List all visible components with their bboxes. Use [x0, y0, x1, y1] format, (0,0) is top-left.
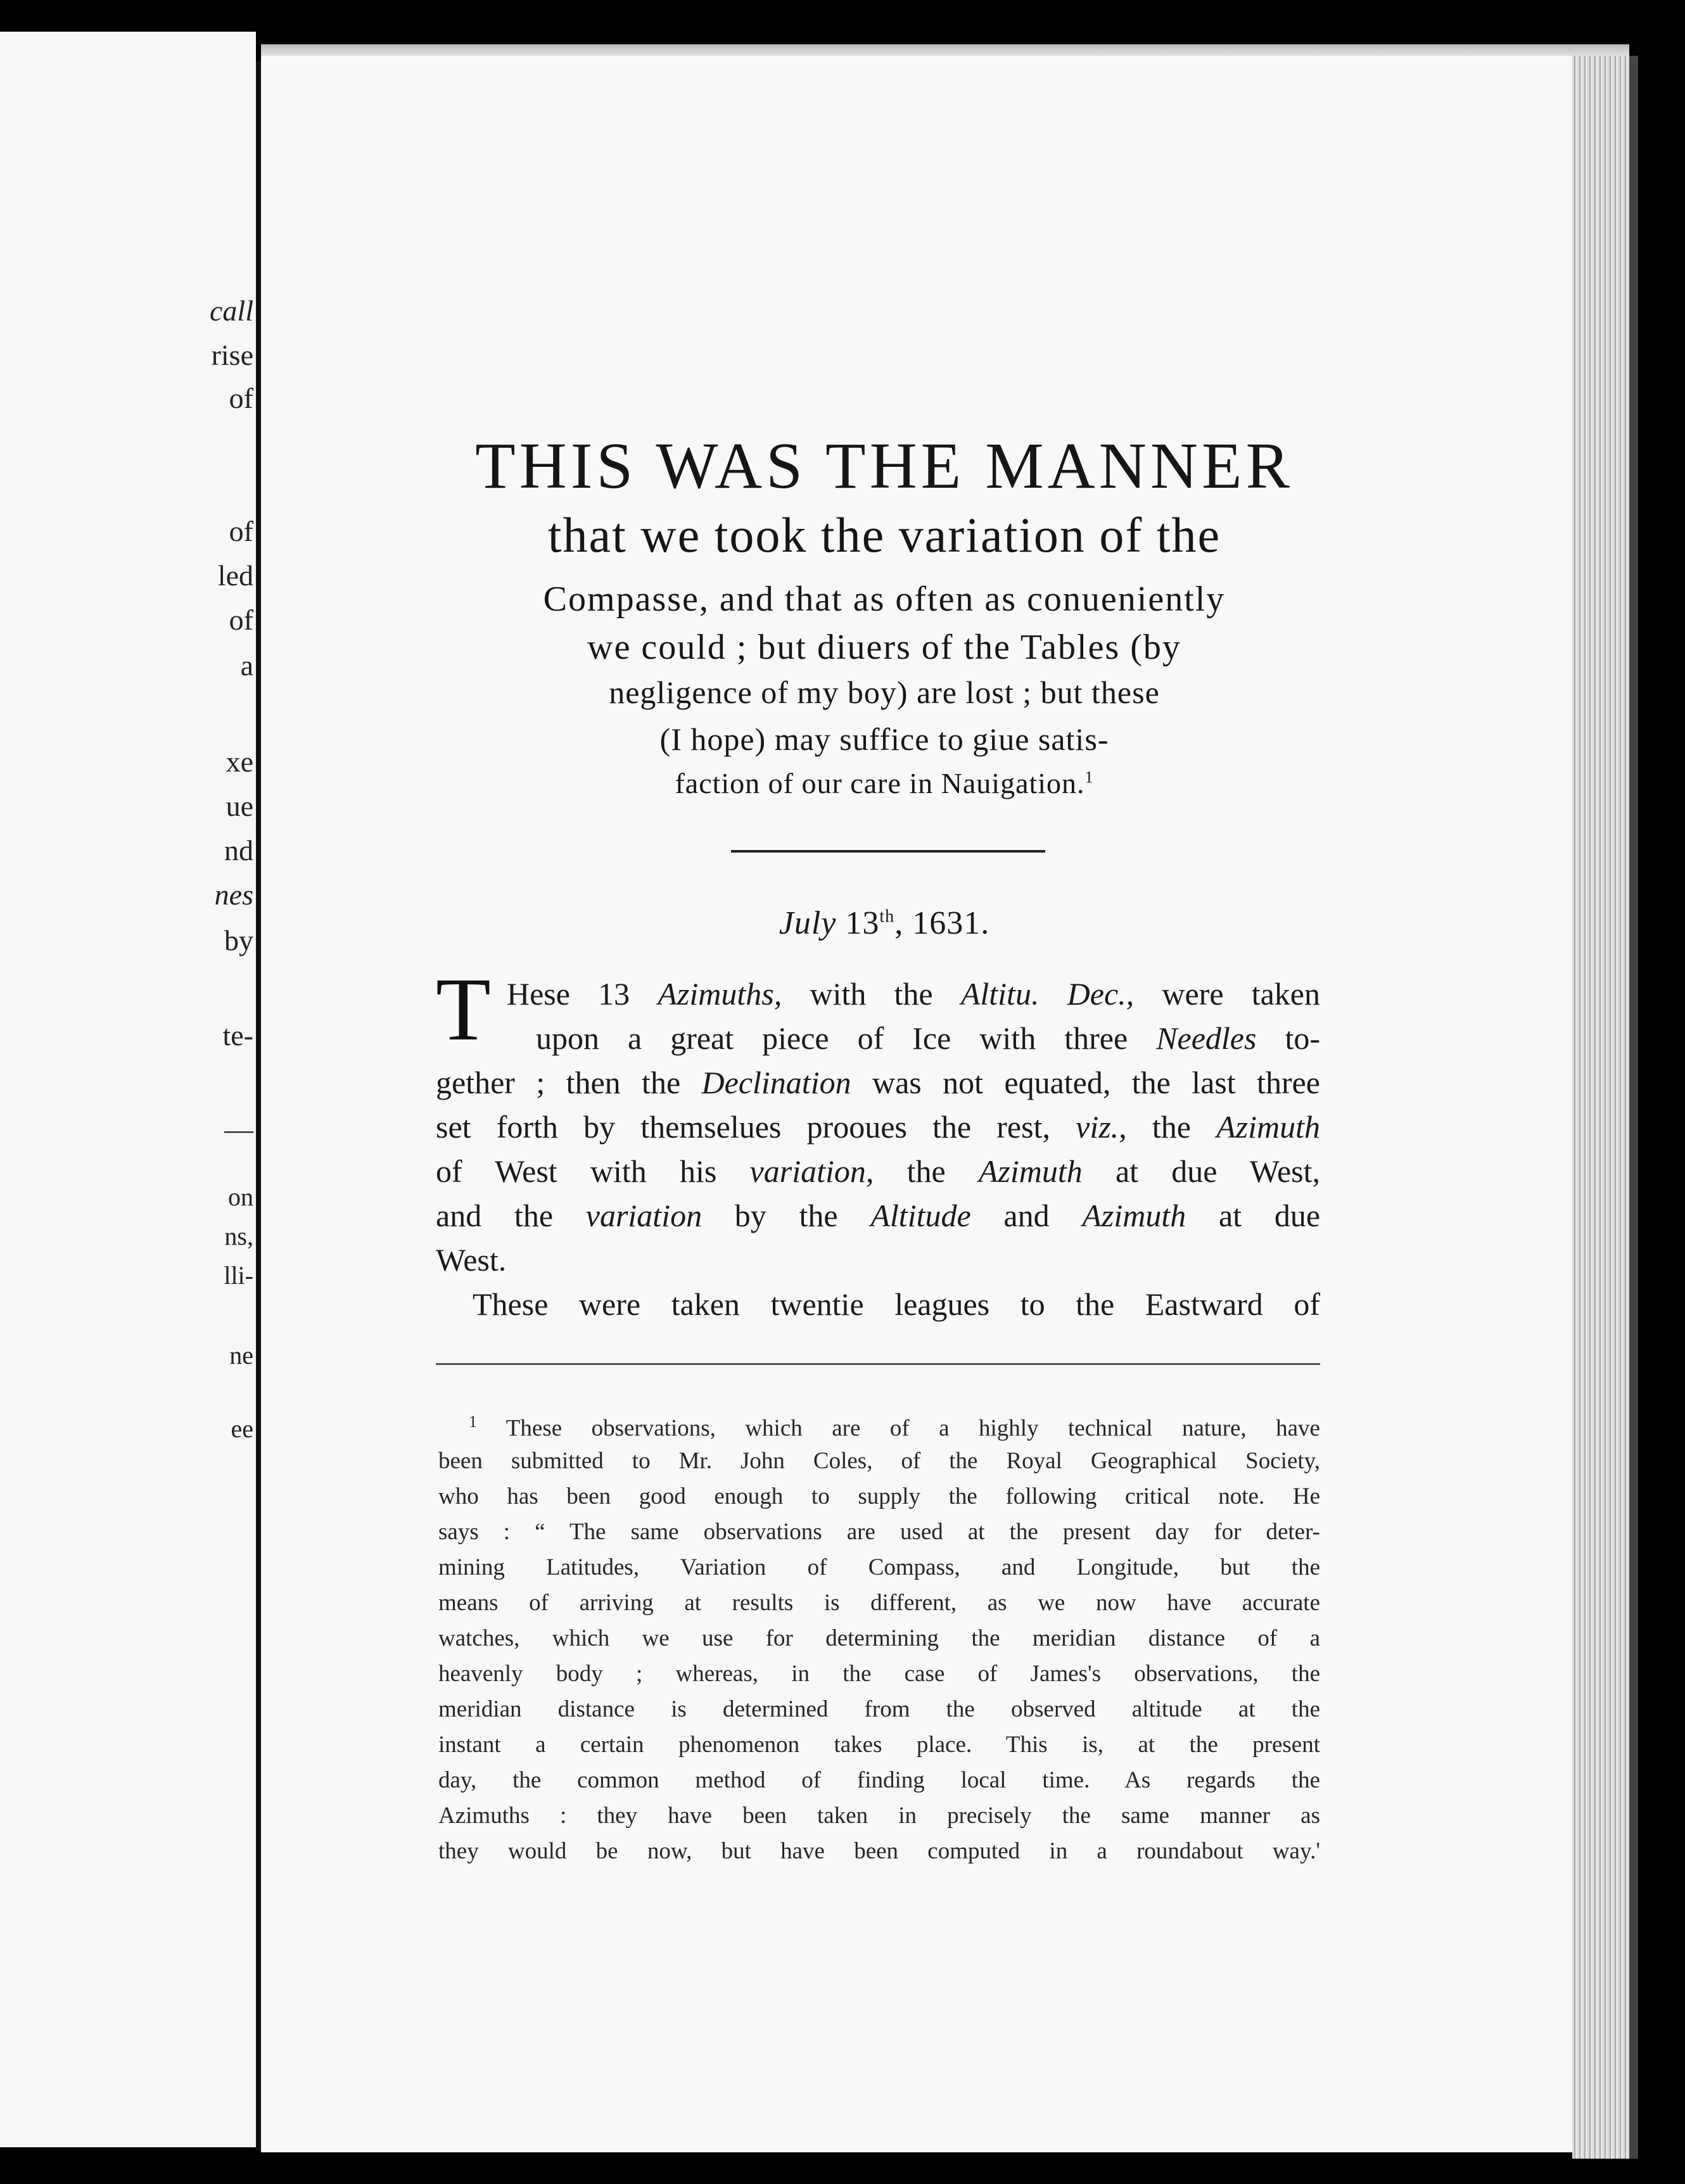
left-fragment: te-: [222, 1019, 253, 1051]
left-fragment: of: [229, 515, 253, 547]
footnote-line: mining Latitudes, Variation of Compass, and Longitude, but the: [438, 1554, 1320, 1580]
left-fragment: ue: [226, 790, 253, 822]
heading-line-text: faction of our care in Nauigation.: [675, 767, 1085, 799]
entry-date: [436, 907, 1333, 940]
footnote-line: been submitted to Mr. John Coles, of the Royal Geographical Society,: [438, 1448, 1320, 1474]
left-fragment: of: [229, 604, 253, 636]
heading-line: that we took the variation of the: [547, 507, 1221, 562]
footnote-line: who has been good enough to supply the following critical note. He: [438, 1483, 1320, 1509]
footnote-line: says : “ The same observations are used at the present day for deter-: [438, 1519, 1320, 1545]
left-fragment: a: [240, 649, 253, 682]
footnote-line: they would be now, but have been computed in a roundabout way.': [438, 1838, 1320, 1864]
heading-line: [436, 769, 1333, 798]
left-fragment: on: [228, 1183, 253, 1211]
section-rule: [731, 850, 1045, 853]
body-line: gether ; then the Declination was not equated, the last three: [436, 1065, 1320, 1100]
footnote-line: day, the common method of finding local time. As regards the: [438, 1767, 1320, 1793]
book-gutter: [256, 61, 261, 2151]
body-line: Hese 13 Azimuths, with the Altitu. Dec., were taken: [507, 976, 1320, 1012]
footnote-line: heavenly body ; whereas, in the case of James's observations, the: [438, 1661, 1320, 1687]
footnote-line: means of arriving at results is different, as we now have accurate: [438, 1590, 1320, 1616]
left-page: [0, 32, 256, 2147]
left-fragment: of: [229, 382, 253, 414]
heading-line: we could ; but diuers of the Tables (by: [587, 628, 1181, 667]
footnote-line: instant a certain phenomenon takes place. This is, at the present: [438, 1732, 1320, 1758]
heading-title: THIS WAS THE MANNER: [475, 429, 1294, 502]
body-line: and the variation by the Altitude and Azimuth at due: [436, 1198, 1321, 1233]
left-fragment: —: [224, 1113, 253, 1145]
page-stack-shadow: [1629, 56, 1638, 2159]
date-day: 13: [845, 905, 880, 941]
left-fragment: ns,: [224, 1222, 253, 1250]
footnote-line: watches, which we use for determining the meridian distance of a: [438, 1625, 1320, 1651]
footnote-line: Azimuths : they have been taken in precisely the same manner as: [438, 1803, 1320, 1829]
date-day-suffix: th: [879, 906, 895, 927]
left-fragment: ne: [229, 1341, 253, 1369]
heading-line: Compasse, and that as often as conueniently: [543, 580, 1226, 619]
left-fragment: lli-: [224, 1261, 253, 1290]
footnote-line: meridian distance is determined from the observed altitude at the: [438, 1696, 1320, 1722]
heading-line: negligence of my boy) are lost ; but these: [609, 675, 1160, 710]
left-fragment: ee: [231, 1414, 253, 1443]
body-line: upon a great piece of Ice with three Needles to-: [536, 1020, 1321, 1056]
footnote-number: 1: [469, 1413, 477, 1431]
left-fragment: nes: [214, 879, 253, 911]
drop-cap: T: [436, 959, 491, 1059]
left-fragment: xe: [226, 746, 253, 778]
body-line: West.: [436, 1242, 507, 1278]
footnote-rule: [436, 1363, 1320, 1365]
date-month: July: [779, 905, 837, 941]
body-line: set forth by themselues prooues the rest, viz., the Azimuth: [436, 1109, 1320, 1145]
heading-line: (I hope) may suffice to giue satis-: [659, 721, 1109, 757]
left-fragment: rise: [211, 339, 253, 371]
date-year: , 1631.: [894, 905, 990, 941]
body-line: of West with his variation, the Azimuth at due West,: [436, 1153, 1320, 1189]
footnote-line: $^1$ These observations, which are of a highly technical nature, have: [469, 1413, 1320, 1442]
footnote-marker: 1: [1084, 768, 1094, 787]
left-fragment: nd: [224, 834, 253, 867]
left-fragment: call: [210, 295, 253, 327]
page-stack-edge: [1572, 56, 1629, 2159]
left-fragment: led: [217, 559, 253, 592]
left-fragment: by: [224, 924, 253, 956]
body-line: These were taken twentie leagues to the Eastward of: [473, 1286, 1320, 1322]
